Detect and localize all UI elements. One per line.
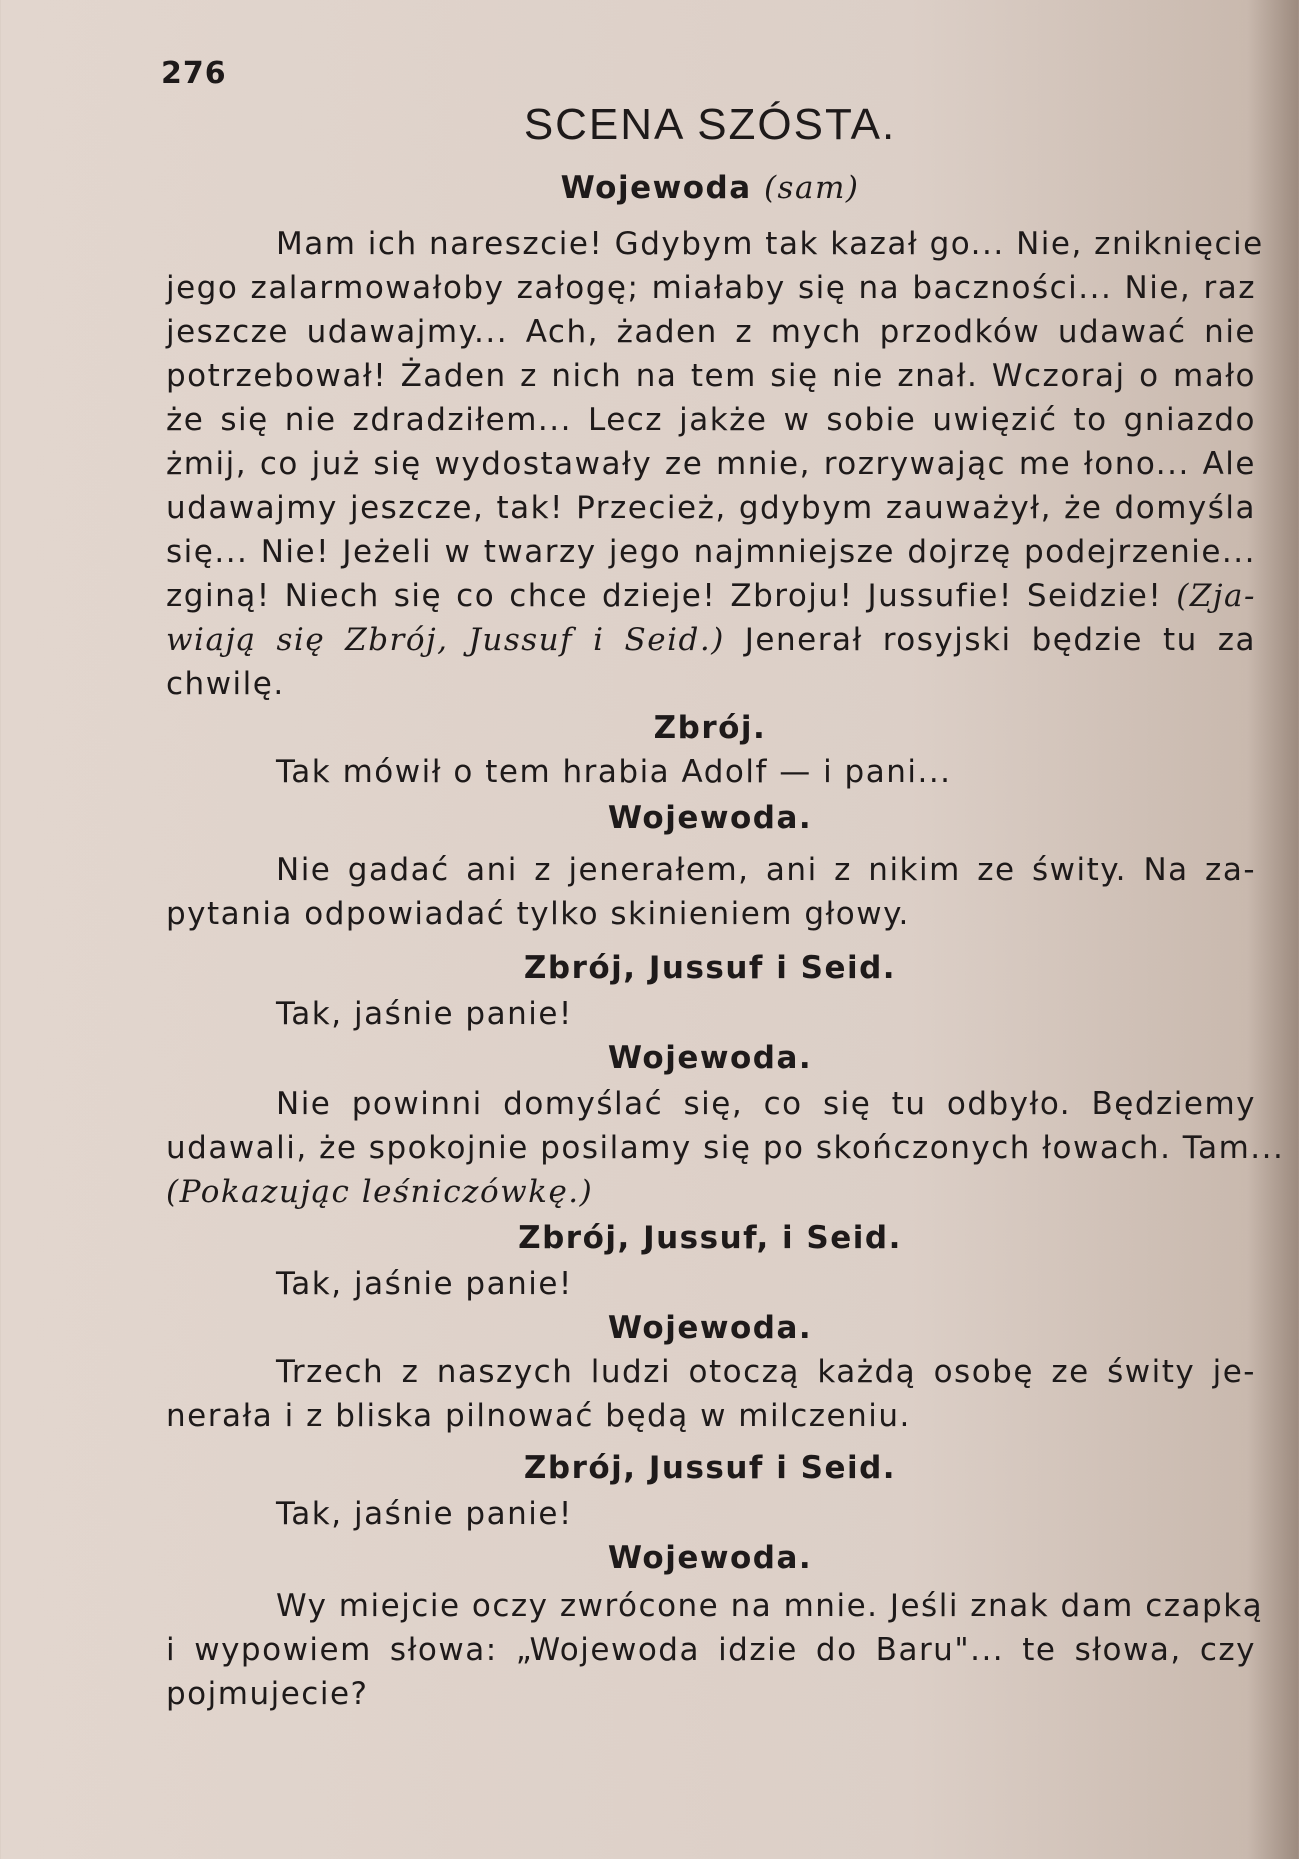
stage-direction: wiają się Zbrój, Jussuf i Seid.) xyxy=(166,622,725,658)
text-line: Tak, jaśnie panie! xyxy=(276,1496,573,1532)
text-line: się... Nie! Jeżeli w twarzy jego najmniejsze dojrzę podejrzenie... xyxy=(166,534,1256,570)
text-line: nerała i z bliska pilnować będą w milczeniu. xyxy=(166,1398,911,1434)
scene-title: SCENA SZÓSTA. xyxy=(523,100,897,149)
text-line: Nie gadać ani z jenerałem, ani z nikim ze świty. Na za- xyxy=(276,852,1256,888)
text-line: udawali, że spokojnie posilamy się po skończonych łowach. Tam... xyxy=(166,1130,1285,1166)
text-line: udawajmy jeszcze, tak! Przecież, gdybym zauważył, że domyśla xyxy=(166,490,1256,526)
text-line: Trzech z naszych ludzi otoczą każdą osobę ze świty je- xyxy=(276,1354,1256,1390)
text-line: że się nie zdradziłem... Lecz jakże w sobie uwięzić to gniazdo xyxy=(166,402,1256,438)
text-line: jeszcze udawajmy... Ach, żaden z mych przodków udawać nie xyxy=(166,314,1256,350)
text-line: Tak mówił o tem hrabia Adolf — i pani... xyxy=(276,754,952,790)
stage-direction: (Pokazując leśniczówkę.) xyxy=(166,1174,594,1210)
text-line: Wy miejcie oczy zwrócone na mnie. Jeśli znak dam czapką xyxy=(276,1588,1264,1624)
page-number: 276 xyxy=(161,56,227,91)
text-line: Mam ich nareszcie! Gdybym tak kazał go... Nie, zniknięcie xyxy=(276,226,1264,262)
speaker-heading: Zbrój. xyxy=(653,710,767,746)
speaker-heading xyxy=(0,170,1299,206)
text-line: i wypowiem słowa: „Wojewoda idzie do Baru"... te słowa, czy xyxy=(166,1632,1256,1668)
text-line: chwilę. xyxy=(166,666,285,702)
text-line: Tak, jaśnie panie! xyxy=(276,996,573,1032)
text-line: Tak, jaśnie panie! xyxy=(276,1266,573,1302)
text-line: potrzebował! Żaden z nich na tem się nie znał. Wczoraj o mało xyxy=(166,358,1256,394)
speaker-heading: Wojewoda. xyxy=(607,1040,813,1076)
speaker-name: Wojewoda xyxy=(560,170,752,206)
text-line xyxy=(166,1174,593,1210)
text-segment: zginą! Niech się co chce dzieje! Zbroju! Jussufie! Seidzie! xyxy=(166,578,1163,614)
speaker-heading: Wojewoda. xyxy=(607,1540,813,1576)
text-line: pojmujecie? xyxy=(166,1676,369,1712)
text-line: pytania odpowiadać tylko skinieniem głowy. xyxy=(166,896,910,932)
text-line: jego zalarmowałoby załogę; miałaby się na baczności... Nie, raz xyxy=(166,270,1256,306)
stage-direction: (Zja- xyxy=(1176,578,1256,614)
text-segment: Jenerał rosyjski będzie tu za xyxy=(744,622,1257,658)
speaker-heading: Wojewoda. xyxy=(607,800,813,836)
text-line: Nie powinni domyślać się, co się tu odbyło. Będziemy xyxy=(276,1086,1256,1122)
speaker-heading: Zbrój, Jussuf i Seid. xyxy=(523,1450,897,1486)
speaker-heading: Zbrój, Jussuf, i Seid. xyxy=(518,1220,902,1256)
speaker-heading: Wojewoda. xyxy=(607,1310,813,1346)
text-line: żmij, co już się wydostawały ze mnie, rozrywając me łono... Ale xyxy=(166,446,1256,482)
text-line xyxy=(166,622,1256,658)
stage-direction: (sam) xyxy=(763,170,860,206)
speaker-heading: Zbrój, Jussuf i Seid. xyxy=(523,950,897,986)
text-line xyxy=(166,578,1256,614)
